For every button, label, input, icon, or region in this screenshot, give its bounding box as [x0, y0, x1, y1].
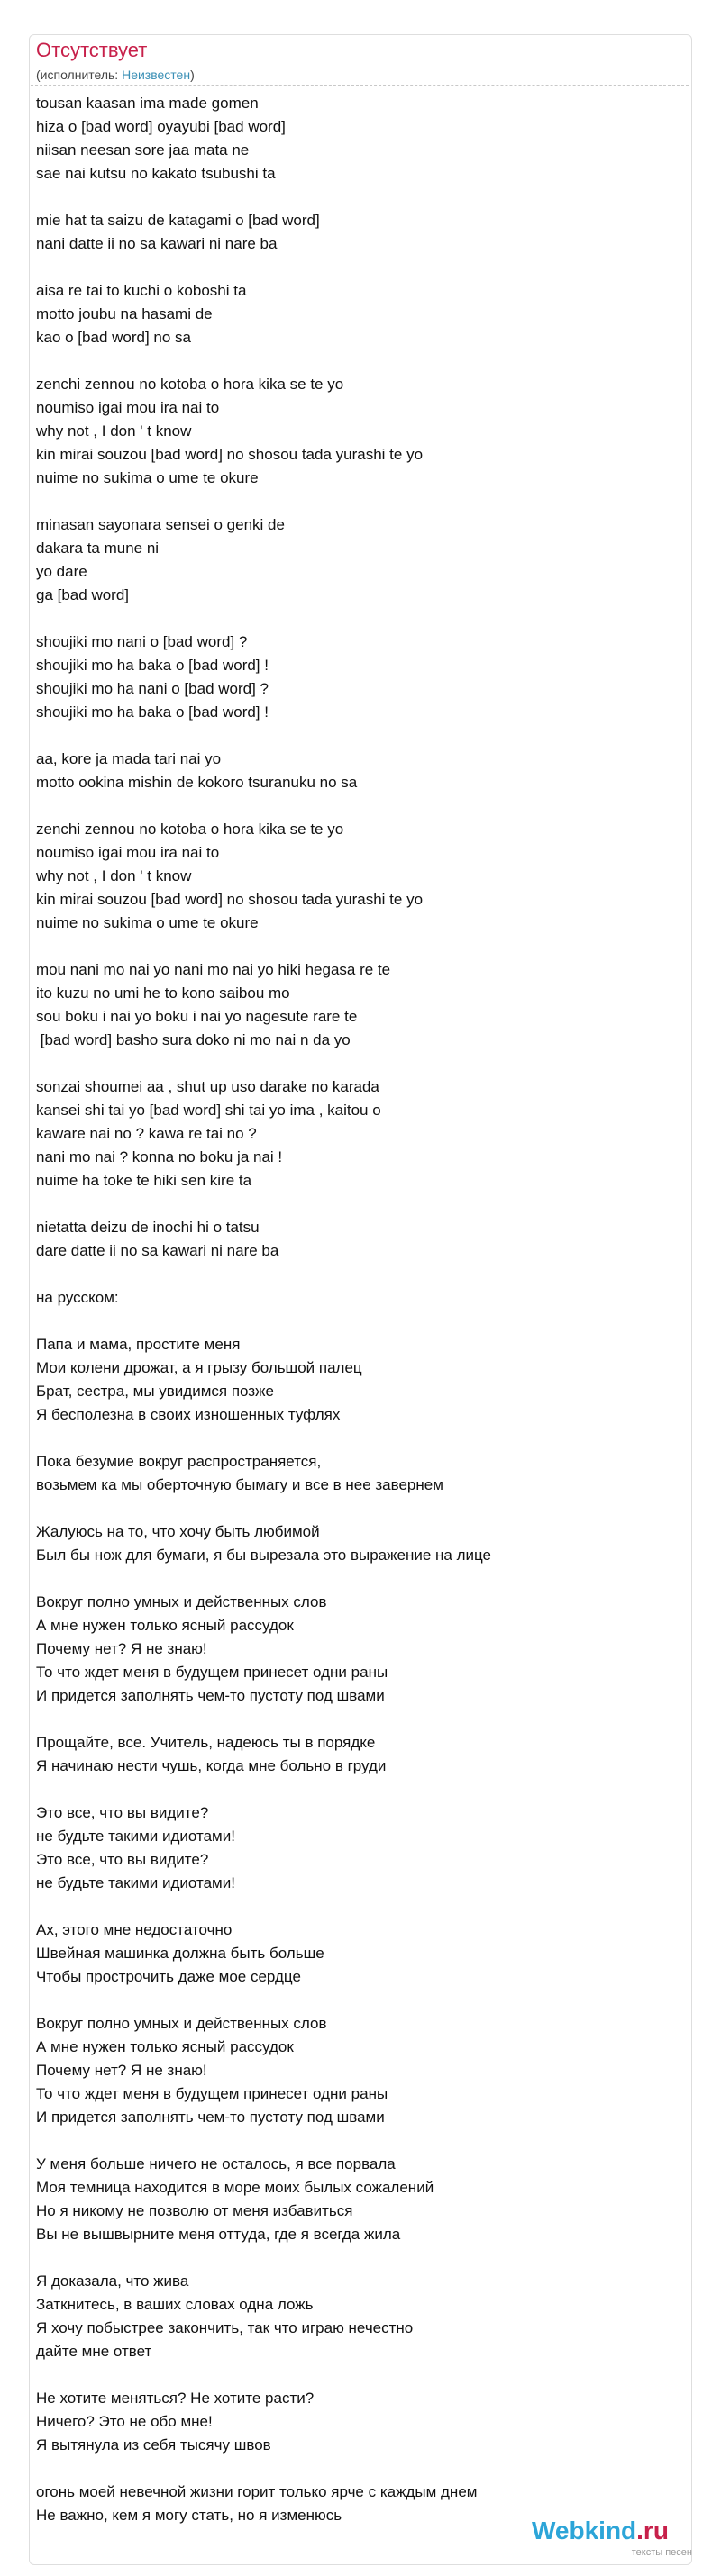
- lyric-line: А мне нужен только ясный рассудок: [36, 1617, 294, 1634]
- artist-suffix: ): [190, 68, 195, 82]
- lyric-line: Почему нет? Я не знаю!: [36, 1640, 207, 1657]
- lyric-line: [36, 1052, 685, 1075]
- lyric-line: А мне нужен только ясный рассудок: [36, 2038, 294, 2055]
- lyric-line: огонь моей невечной жизни горит только ярче с каждым днем: [36, 2483, 478, 2500]
- lyric-line: dare datte ii no sa kawari ni nare ba: [36, 1242, 279, 1259]
- lyric-line: Это все, что вы видите?: [36, 1804, 209, 1821]
- header-divider: [31, 85, 689, 86]
- lyric-line: Мои колени дрожат, а я грызу большой палец: [36, 1359, 362, 1376]
- lyric-line: zenchi zennou no kotoba o hora kika se te yo: [36, 376, 344, 393]
- logo-tld: .ru: [636, 2517, 669, 2544]
- lyric-line: Я вытянула из себя тысячу швов: [36, 2436, 271, 2454]
- lyric-line: [bad word] basho sura doko ni mo nai n da yo: [36, 1031, 351, 1048]
- lyric-line: [36, 1708, 685, 1731]
- lyric-line: Я начинаю нести чушь, когда мне больно в груди: [36, 1757, 387, 1774]
- lyric-line: не будьте такими идиотами!: [36, 1828, 235, 1845]
- lyric-line: zenchi zennou no kotoba o hora kika se te yo: [36, 821, 344, 838]
- lyric-line: Почему нет? Я не знаю!: [36, 2062, 207, 2079]
- lyric-line: То что ждет меня в будущем принесет одни раны: [36, 2085, 388, 2102]
- lyric-line: motto joubu na hasami de: [36, 305, 213, 322]
- lyric-line: Был бы нож для бумаги, я бы вырезала это выражение на лице: [36, 1547, 492, 1564]
- lyric-line: То что ждет меня в будущем принесет одни раны: [36, 1664, 388, 1681]
- lyric-line: Пока безумие вокруг распространяется,: [36, 1453, 322, 1470]
- lyric-line: Вокруг полно умных и действенных слов: [36, 2015, 327, 2032]
- lyric-line: [36, 1497, 685, 1520]
- logo-tagline: тексты песен: [631, 2547, 692, 2558]
- lyric-line: на русском:: [36, 1289, 119, 1306]
- lyric-line: не будьте такими идиотами!: [36, 1874, 235, 1891]
- lyric-line: [36, 2457, 685, 2481]
- lyric-line: [36, 2246, 685, 2270]
- lyric-line: [36, 1778, 685, 1801]
- lyric-line: Но я никому не позволю от меня избавиться: [36, 2202, 353, 2219]
- lyric-line: [36, 935, 685, 958]
- lyric-line: [36, 349, 685, 373]
- lyric-line: kin mirai souzou [bad word] no shosou tada yurashi te yo: [36, 446, 424, 463]
- lyric-line: kansei shi tai yo [bad word] shi tai yo ima , kaitou o: [36, 1102, 381, 1119]
- lyric-line: [36, 1310, 685, 1333]
- lyric-line: [36, 1895, 685, 1918]
- lyric-line: nietatta deizu de inochi hi o tatsu: [36, 1219, 260, 1236]
- lyric-line: [36, 490, 685, 513]
- lyric-line: motto ookina mishin de kokoro tsuranuku no sa: [36, 774, 358, 791]
- lyric-line: Заткнитесь, в ваших словах одна ложь: [36, 2296, 314, 2313]
- lyric-line: shoujiki mo nani o [bad word] ?: [36, 633, 248, 650]
- lyric-line: noumiso igai mou ira nai to: [36, 399, 220, 416]
- lyric-line: ga [bad word]: [36, 586, 130, 603]
- lyric-line: minasan sayonara sensei o genki de: [36, 516, 285, 533]
- lyric-line: Вокруг полно умных и действенных слов: [36, 1593, 327, 1610]
- lyric-line: [36, 2129, 685, 2153]
- lyric-line: mie hat ta saizu de katagami o [bad word]: [36, 212, 320, 229]
- lyric-line: [36, 794, 685, 818]
- lyric-line: tousan kaasan ima made gomen: [36, 95, 259, 112]
- logo-wordmark: [532, 2516, 669, 2546]
- lyric-line: [36, 1427, 685, 1450]
- lyric-line: [36, 1193, 685, 1216]
- lyric-line: Брат, сестра, мы увидимся позже: [36, 1383, 274, 1400]
- lyric-line: [36, 1989, 685, 2012]
- lyric-line: [36, 256, 685, 279]
- lyric-line: Не хотите меняться? Не хотите расти?: [36, 2390, 315, 2407]
- lyric-line: ito kuzu no umi he to kono saibou mo: [36, 984, 290, 1002]
- lyric-line: shoujiki mo ha baka o [bad word] !: [36, 657, 269, 674]
- lyric-line: [36, 724, 685, 748]
- lyric-line: sou boku i nai yo boku i nai yo nagesute rare te: [36, 1008, 358, 1025]
- lyrics-text: [36, 92, 685, 2527]
- lyric-line: [36, 607, 685, 630]
- lyric-line: Папа и мама, простите меня: [36, 1336, 241, 1353]
- lyric-line: nani datte ii no sa kawari ni nare ba: [36, 235, 278, 252]
- lyric-line: Жалуюсь на то, что хочу быть любимой: [36, 1523, 320, 1540]
- lyric-line: Чтобы прострочить даже мое сердце: [36, 1968, 301, 1985]
- lyric-line: Вы не вышвырните меня оттуда, где я всегда жила: [36, 2226, 401, 2243]
- lyric-line: Ах, этого мне недостаточно: [36, 1921, 233, 1938]
- lyric-line: Не важно, кем я могу стать, но я изменюсь: [36, 2507, 342, 2524]
- lyric-line: shoujiki mo ha nani o [bad word] ?: [36, 680, 269, 697]
- lyric-line: kao o [bad word] no sa: [36, 329, 192, 346]
- lyric-line: niisan neesan sore jaa mata ne: [36, 141, 250, 159]
- lyric-line: hiza o [bad word] oyayubi [bad word]: [36, 118, 286, 135]
- lyric-line: У меня больше ничего не осталось, я все порвала: [36, 2155, 396, 2172]
- lyric-line: shoujiki mo ha baka o [bad word] !: [36, 703, 269, 721]
- lyric-line: И придется заполнять чем-то пустоту под швами: [36, 2109, 385, 2126]
- lyric-line: aa, kore ja mada tari nai yo: [36, 750, 222, 767]
- lyric-line: возьмем ка мы оберточную бымагу и все в нее завернем: [36, 1476, 443, 1493]
- lyric-line: aisa re tai to kuchi o koboshi ta: [36, 282, 247, 299]
- lyric-line: sonzai shoumei aa , shut up uso darake no karada: [36, 1078, 379, 1095]
- lyric-line: kaware nai no ? kawa re tai no ?: [36, 1125, 257, 1142]
- song-title: Отсутствует: [36, 39, 148, 61]
- lyric-line: дайте мне ответ: [36, 2343, 152, 2360]
- artist-prefix: (исполнитель:: [36, 68, 123, 82]
- lyric-line: Это все, что вы видите?: [36, 1851, 209, 1868]
- logo-brand: Webkind: [532, 2517, 637, 2544]
- lyric-line: sae nai kutsu no kakato tsubushi ta: [36, 165, 276, 182]
- lyric-line: Я хочу побыстрее закончить, так что играю нечестно: [36, 2319, 414, 2336]
- artist-line: [36, 67, 195, 83]
- lyric-line: [36, 1567, 685, 1591]
- lyric-line: noumiso igai mou ira nai to: [36, 844, 220, 861]
- lyric-line: Швейная машинка должна быть больше: [36, 1945, 324, 1962]
- lyric-line: [36, 2363, 685, 2387]
- site-logo[interactable]: [532, 2516, 701, 2561]
- lyric-line: mou nani mo nai yo nani mo nai yo hiki hegasa re te: [36, 961, 391, 978]
- lyric-line: Я доказала, что жива: [36, 2272, 189, 2290]
- lyric-line: [36, 1263, 685, 1286]
- lyric-line: nuime no sukima o ume te okure: [36, 914, 259, 931]
- artist-link[interactable]: Неизвестен: [122, 68, 191, 82]
- lyric-line: why not , I don ' t know: [36, 422, 192, 440]
- lyric-line: Моя темница находится в море моих былых сожалений: [36, 2179, 434, 2196]
- lyric-line: Ничего? Это не обо мне!: [36, 2413, 213, 2430]
- lyric-line: why not , I don ' t know: [36, 867, 192, 884]
- lyric-line: dakara ta mune ni: [36, 540, 160, 557]
- lyric-line: Я бесполезна в своих изношенных туфлях: [36, 1406, 341, 1423]
- lyric-line: kin mirai souzou [bad word] no shosou tada yurashi te yo: [36, 891, 424, 908]
- lyric-line: yo dare: [36, 563, 87, 580]
- lyric-line: nani mo nai ? konna no boku ja nai !: [36, 1148, 283, 1166]
- lyric-line: [36, 186, 685, 209]
- lyric-line: nuime no sukima o ume te okure: [36, 469, 259, 486]
- lyric-line: Прощайте, все. Учитель, надеюсь ты в порядке: [36, 1734, 376, 1751]
- lyric-line: И придется заполнять чем-то пустоту под швами: [36, 1687, 385, 1704]
- lyric-line: nuime ha toke te hiki sen kire ta: [36, 1172, 252, 1189]
